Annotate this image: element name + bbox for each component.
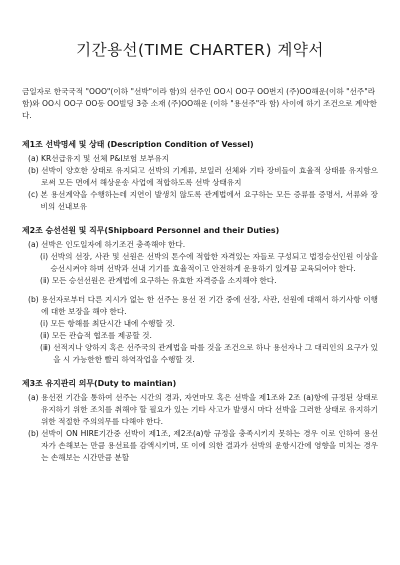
sections-container	[22, 139, 378, 464]
clause-marker: (ⅱ)	[40, 276, 52, 285]
clause-text: 선적지나 양하지 혹은 선주국의 관계법을 따를 것을 조건으로 하나 용선자나 그 대리인의 요구가 있을 시 가능한한 빨리 하역작업을 수행할 것.	[53, 343, 378, 364]
clause-text: 모든 관습적 협조를 제공할 것.	[51, 331, 152, 340]
clause-marker: (b)	[28, 295, 42, 304]
article-section	[22, 378, 378, 464]
sub-clause	[22, 251, 378, 275]
clause-marker: (b)	[28, 429, 42, 438]
clause-text: 모든 항해를 최단시간 내에 수행할 것.	[50, 319, 175, 328]
clause-marker: (a)	[28, 393, 41, 402]
article-section	[22, 139, 378, 213]
clause-text: 선박의 선장, 사관 및 선원은 선박의 톤수에 적합한 자격있는 자들로 구성되고 법정승선인원 이상을 승선시켜야 하며 선박과 선내 기기를 효율적이고 안전하게 운용하기 있게끔 교육되어야 한다.	[50, 252, 378, 273]
section-spacer	[22, 366, 378, 378]
article-section	[22, 225, 378, 366]
clause	[22, 294, 378, 318]
intro-paragraph: 금일자로 한국국적 "OOO"(이하 "선박"이라 함)의 선주인 OO시 OO구 OO번지 (주)OO해운(이하 "선주"라 함)와 OO시 OO구 OO동 OO빌딩 3층 소재 (주)OO해운 (이하 "용선주"라 함) 사이에 하기 조건으로 계약한다.	[22, 87, 377, 120]
clause-marker: (c)	[28, 190, 41, 199]
paragraph-spacer	[22, 287, 378, 294]
document-title: 기간용선(TIME CHARTER) 계약서	[76, 41, 324, 59]
article-heading: 제1조 선박명세 및 상태 (Description Condition of Vessel)	[22, 140, 254, 149]
clause	[22, 165, 378, 189]
sub-clause	[22, 330, 378, 342]
clause-text: KR선급유지 및 선체 P&I보험 보부유지	[41, 154, 170, 163]
clause-marker: (ⅰ)	[40, 252, 51, 261]
clause-text: 용선전 기간을 통하여 선주는 시간의 경과, 자연마모 혹은 선박을 제1조와 2조 (a)항에 규정된 상태로 유지하기 위한 조치를 취해야 할 필요가 있는 기타 사고가 발생시 마다 선박을 그러한 상태로 유지하기 위한 적절한 주의의무를 다해야 한다.	[41, 393, 378, 426]
clause	[22, 189, 378, 213]
clause-text: 선박은 인도일자에 하기조건 충족해야 한다.	[41, 240, 186, 249]
clause-text: 모든 승선선원은 관계법에 요구하는 유효한 자격증을 소지해야 한다.	[51, 276, 277, 285]
clause-text: 선박이 양호한 상태로 유지되고 선박의 기계류, 보일러 선체와 기타 장비들이 효율적 상태를 유지함으로써 모든 면에서 해상운송 사업에 적합하도록 선박 상태유지	[41, 166, 378, 187]
clause	[22, 239, 378, 251]
clause-text: 본 용선계약을 수행하는데 지연이 발생치 않도록 관계법에서 요구하는 모든 증류를 증명서, 서류와 장비의 선내보유	[40, 190, 378, 211]
clause-marker: (ⅰ)	[40, 319, 51, 328]
clause-text: 용선자로부터 다른 지시가 없는 한 선주는 용선 전 기간 중에 선장, 사관, 선원에 대해서 하기사항 이행에 대한 보장을 해야 한다.	[41, 295, 378, 316]
article-heading: 제2조 승선선원 및 직무(Shipboard Personnel and their Duties)	[22, 226, 280, 235]
sub-clause	[22, 318, 378, 330]
clause-marker: (a)	[28, 154, 41, 163]
clause	[22, 392, 378, 428]
clause-marker: (ⅱ)	[40, 331, 52, 340]
sub-clause	[22, 342, 378, 366]
section-spacer	[22, 213, 378, 225]
clause-text: 선박이 ON HIRE기간중 선박이 제1조, 제2조(a)항 규정을 충족시키지 못하는 경우 이로 인하여 용선자가 손해보는 만큼 용선료를 감액시키며, 또 이에 의한 결과가 선박의 운항시간에 영향을 미치는 경우는 손해보는 시간만큼 분할	[41, 429, 378, 462]
sub-clause	[22, 275, 378, 287]
article-heading: 제3조 유지관리 의무(Duty to maintian)	[22, 379, 177, 388]
clause-marker: (a)	[28, 240, 41, 249]
clause-marker: (ⅲ)	[40, 343, 54, 352]
clause	[22, 153, 378, 165]
clause-marker: (b)	[28, 166, 42, 175]
clause	[22, 428, 378, 464]
